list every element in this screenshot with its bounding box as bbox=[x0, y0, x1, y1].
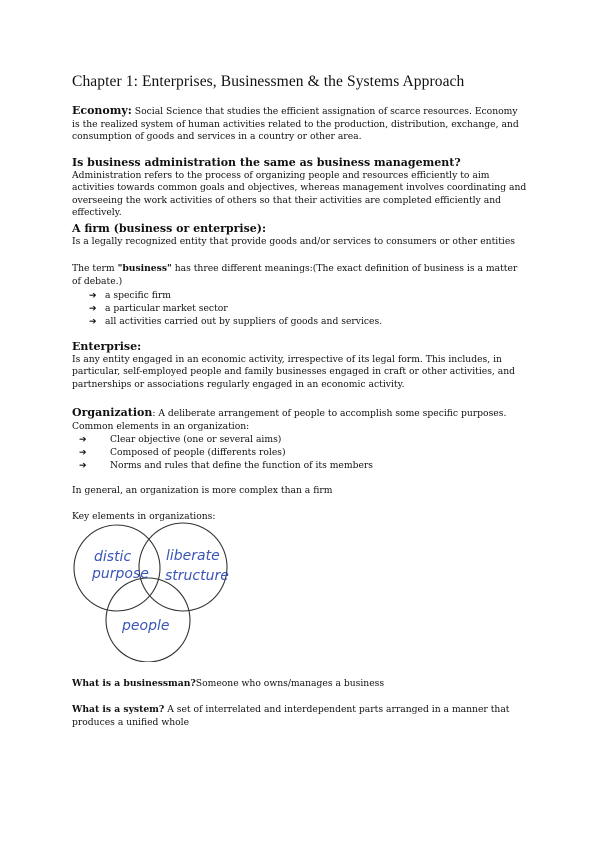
admin-section bbox=[72, 157, 528, 220]
venn-label-structure: structure bbox=[165, 568, 229, 584]
enterprise-heading: Enterprise: bbox=[72, 340, 142, 353]
page-title: Chapter 1: Enterprises, Businessmen & the Systems Approach bbox=[72, 73, 465, 90]
businessman-answer: Someone who owns/manages a business bbox=[195, 678, 385, 689]
economy-paragraph bbox=[72, 105, 528, 144]
organization-paragraph bbox=[72, 407, 528, 433]
list-item: ➔ all activities carried out by suppliers of goods and services. bbox=[89, 316, 383, 327]
list-item: ➔ a specific firm bbox=[89, 290, 171, 301]
economy-text: Social Science that studies the efficient assignation of scarce resources. Economy is the realized system of human activities related to the production, distribution, exchange, and consumption of goods and services in a country or other area. bbox=[72, 106, 519, 142]
organization-term: Organization bbox=[72, 406, 153, 419]
list-item: ➔ a particular market sector bbox=[89, 303, 228, 314]
economy-term: Economy: bbox=[72, 104, 132, 117]
enterprise-section bbox=[72, 341, 528, 391]
arrow-icon: ➔ bbox=[89, 316, 97, 327]
firm-text: Is a legally recognized entity that provide goods and/or services to consumers or other entities bbox=[72, 235, 515, 247]
system-answer: A set of interrelated and interdependent parts arranged in a manner that produces a unified whole bbox=[72, 704, 510, 728]
arrow-icon: ➔ bbox=[89, 303, 97, 314]
key-elements-label: Key elements in organizations: bbox=[72, 511, 216, 522]
venn-label-liberate: liberate bbox=[166, 548, 220, 564]
business-term-suffix: has three different meanings:(The exact definition of business is a matter of debate.) bbox=[72, 263, 518, 287]
system-question: What is a system? bbox=[72, 704, 165, 715]
venn-label-distic: distic bbox=[94, 549, 132, 565]
general-statement: In general, an organization is more complex than a firm bbox=[72, 485, 333, 496]
firm-heading: A firm (business or enterprise): bbox=[72, 222, 267, 235]
arrow-icon: ➔ bbox=[79, 460, 87, 471]
list-item: ➔ Clear objective (one or several aims) bbox=[79, 434, 282, 445]
admin-text: Administration refers to the process of organizing people and resources efficiently to aim activities towards common goals and objectives, whereas management involves coordinating and overseeing the work activities of others so that their activities are completed efficiently and effectively. bbox=[72, 169, 527, 218]
firm-section bbox=[72, 223, 528, 248]
list-item: ➔ Norms and rules that define the function of its members bbox=[79, 460, 373, 471]
list-item: ➔ Composed of people (differents roles) bbox=[79, 447, 286, 458]
system-paragraph bbox=[72, 704, 528, 729]
businessman-question: What is a businessman? bbox=[72, 678, 196, 689]
enterprise-text: Is any entity engaged in an economic activity, irrespective of its legal form. This includes, in particular, self-employed people and family businesses engaged in craft or other activities, and partnerships or associations regularly engaged in an economic activity. bbox=[72, 353, 516, 390]
venn-circle-structure bbox=[139, 523, 227, 611]
businessman-paragraph bbox=[72, 678, 528, 691]
organization-text: : A deliberate arrangement of people to accomplish some specific purposes. Common elements in an organization: bbox=[72, 408, 507, 432]
arrow-icon: ➔ bbox=[79, 434, 87, 445]
arrow-icon: ➔ bbox=[89, 290, 97, 301]
business-meanings-list bbox=[72, 289, 528, 328]
business-term-prefix: The term bbox=[72, 263, 118, 274]
organization-elements-list bbox=[72, 433, 528, 472]
business-term-word: "business" bbox=[117, 263, 172, 274]
venn-label-people: people bbox=[122, 618, 170, 634]
arrow-icon: ➔ bbox=[79, 447, 87, 458]
venn-label-purpose: purpose bbox=[92, 566, 149, 582]
venn-diagram bbox=[72, 522, 232, 662]
admin-heading: Is business administration the same as business management? bbox=[72, 156, 461, 169]
business-term-paragraph bbox=[72, 263, 528, 288]
